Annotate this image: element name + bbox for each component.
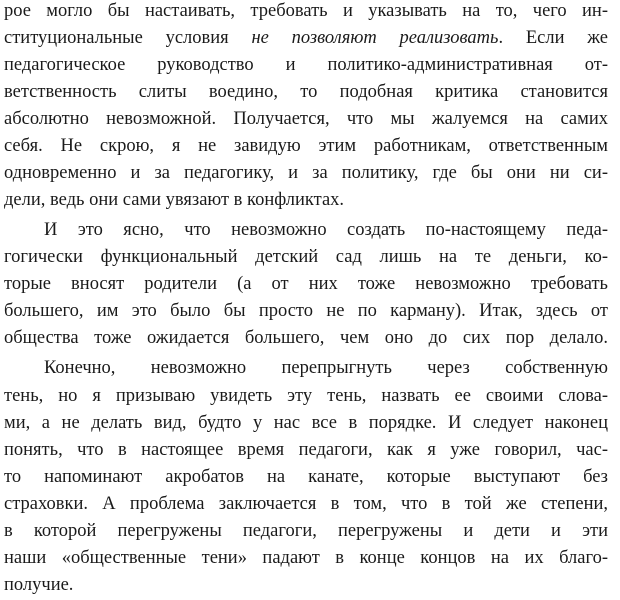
italic-phrase: не позволяют реализовать: [251, 28, 499, 48]
text-line: большего, им это было бы просто не по карману). Итак, здесь от: [4, 301, 608, 321]
text-line: страховки. А проблема заключается в том, что в той же степени,: [4, 494, 608, 514]
text-line: получие.: [4, 575, 74, 595]
text-line: Конечно, невозможно перепрыгнуть через собственную: [44, 358, 608, 378]
text-line: дели, ведь они сами увязают в конфликтах.: [4, 190, 345, 210]
text-line: ветственность слиты воедино, то подобная критика становится: [4, 82, 608, 102]
text-span: ституциональные условия: [4, 28, 252, 48]
text-line: тень, но я призываю увидеть эту тень, назвать ее своими слова-: [4, 386, 608, 406]
text-line: понять, что в настоящее время педагоги, как я уже говорил, час-: [4, 440, 608, 460]
text-line: в которой перегружены педагоги, перегружены и дети и эти: [4, 521, 608, 541]
text-line: гогически функциональный детский сад лишь на те деньги, ко-: [4, 247, 608, 267]
text-line: наши «общественные тени» падают в конце концов на их благо-: [4, 548, 608, 568]
text-line: педагогическое руководство и политико-административная от-: [4, 55, 608, 75]
text-line: себя. Не скрою, я не завидую этим работникам, ответственным: [4, 136, 608, 156]
text-line: [4, 23, 608, 53]
text-line: одновременно и за педагогику, и за политику, где бы они ни си-: [4, 163, 608, 183]
text-line: абсолютно невозможной. Получается, что мы жалуемся на самих: [4, 109, 608, 129]
text-line: И это ясно, что невозможно создать по-настоящему педа-: [44, 220, 608, 240]
text-line: ми, а не делать вид, будто у нас все в порядке. И следует наконец: [4, 413, 608, 433]
text-line: рое могло бы настаивать, требовать и указывать на то, чего ин-: [4, 1, 608, 21]
text-span: . Если же: [498, 28, 608, 48]
text-line: общества тоже ожидается большего, чем оно до сих пор делало.: [4, 328, 608, 348]
text-line: торые вносят родители (а от них тоже невозможно требовать: [4, 274, 608, 294]
text-line: то напоминают акробатов на канате, которые выступают без: [4, 467, 608, 487]
